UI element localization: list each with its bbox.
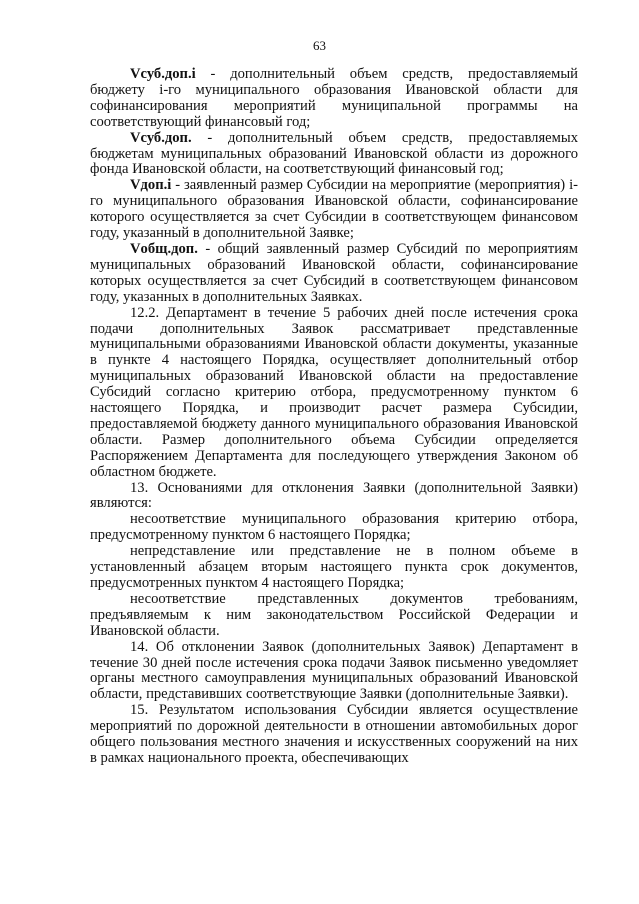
paragraph-definition-vdop-i bbox=[90, 178, 578, 242]
variable-term: Vсуб.доп.i bbox=[130, 66, 196, 82]
paragraph-text: - дополнительный объем средств, предоставляемых бюджетам муниципальных образований Ивановской области из дорожного фонда Ивановской области, на соответствующий финансовый год; bbox=[90, 129, 578, 178]
paragraph-text: 14. Об отклонении Заявок (дополнительных Заявок) Департамент в течение 30 дней после истечения срока подачи Заявок письменно уведомляет органы местного самоуправления муниципальных образований Ивановской области, представивших соответствующие Заявки (дополнительные Заявки). bbox=[90, 638, 578, 703]
paragraph-12-2 bbox=[90, 306, 578, 481]
variable-term: Vобщ.доп. bbox=[130, 240, 198, 257]
paragraph-14 bbox=[90, 640, 578, 704]
paragraph-text: 15. Результатом использования Субсидии является осуществление мероприятий по дорожной деятельности в отношении автомобильных дорог общего пользования местного значения и искусственных сооружений на них в рамках национального проекта, обеспечивающих bbox=[90, 702, 578, 766]
document-body bbox=[90, 67, 578, 767]
paragraph-text: - общий заявленный размер Субсидий по мероприятиям муниципальных образований Ивановской области, софинансирование которых осуществляется за счет Субсидий в соответствующем финансовом году, указанных в дополнительных Заявках. bbox=[90, 240, 578, 305]
paragraph-13-reason-1 bbox=[90, 512, 578, 544]
paragraph-definition-vsub-dop bbox=[90, 131, 578, 179]
paragraph-text: несоответствие представленных документов требованиям, предъявляемым к ним законодательством Российской Федерации и Ивановской области. bbox=[90, 590, 578, 639]
paragraph-text: - заявленный размер Субсидии на мероприятие (мероприятия) i-го муниципального образования Ивановской области, софинансирование которого осуществляется за счет Субсидии в соответствующем финансовом году, указанный в дополнительной Заявке; bbox=[90, 177, 578, 242]
paragraph-text: 13. Основаниями для отклонения Заявки (дополнительной Заявки) являются: bbox=[90, 479, 578, 512]
paragraph-13 bbox=[90, 481, 578, 513]
paragraph-13-reason-3 bbox=[90, 592, 578, 640]
variable-term: Vсуб.доп. bbox=[130, 129, 192, 146]
paragraph-definition-vobsch-dop bbox=[90, 242, 578, 306]
paragraph-definition-vsub-dop-i bbox=[90, 67, 578, 131]
variable-term: Vдоп.i bbox=[130, 177, 172, 194]
paragraph-text: непредставление или представление не в полном объеме в установленный абзацем вторым настоящего пункта срок документов, предусмотренных пунктом 4 настоящего Порядка; bbox=[90, 543, 578, 591]
paragraph-15 bbox=[90, 703, 578, 767]
page-number: 63 bbox=[313, 38, 326, 53]
paragraph-13-reason-2 bbox=[90, 544, 578, 592]
paragraph-text: 12.2. Департамент в течение 5 рабочих дней после истечения срока подачи дополнительных Заявок рассматривает представленные муниципальными образованиями Ивановской области документы, указанные в пункте 4 настоящего Порядка, осуществляет дополнительный отбор муниципальных образований Ивановской области на предоставление Субсидий согласно критерию отбора, предусмотренному пунктом 6 настоящего Порядка, и производит расчет размера Субсидии, предоставляемой бюджету данного муниципального образования Ивановской области. Размер дополнительного объема Субсидии определяется Распоряжением Департамента для последующего утверждения Законом об областном бюджете. bbox=[90, 304, 578, 480]
paragraph-text: несоответствие муниципального образования критерию отбора, предусмотренному пунктом 6 настоящего Порядка; bbox=[90, 511, 578, 544]
paragraph-text: - дополнительный объем средств, предоставляемый бюджету i-го муниципального образования Ивановской области для софинансирования мероприятий муниципальной программы на соответствующий финансовый год; bbox=[90, 66, 578, 130]
